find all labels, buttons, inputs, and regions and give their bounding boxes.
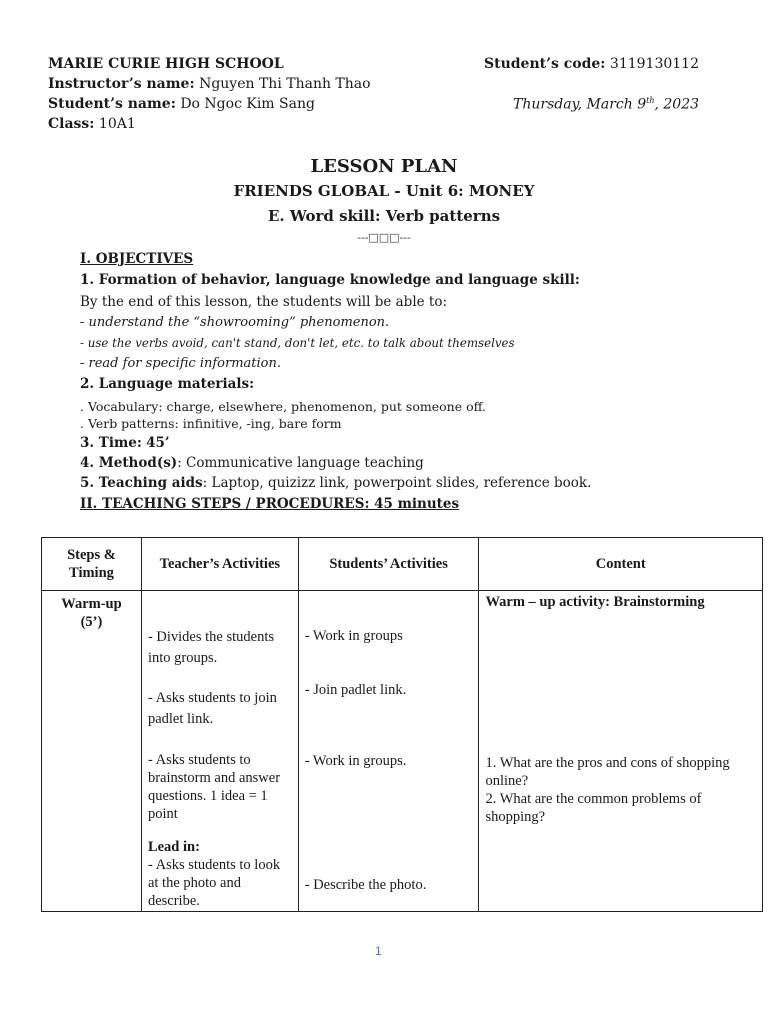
warmup-question: 2. What are the common problems of shopping? (485, 791, 702, 825)
lead-in-text: - Asks students to look at the photo and describe. (147, 857, 281, 909)
warmup-question: 1. What are the pros and cons of shopping online? (485, 755, 730, 789)
formation-heading: 1. Formation of behavior, language knowledge and language skill: (80, 272, 580, 288)
header-content: Content (479, 538, 763, 591)
teacher-activity: - Asks students to join padlet link. (147, 690, 277, 727)
student-activity: - Join padlet link. (304, 682, 407, 698)
header-teacher-activities: Teacher’s Activities (141, 538, 298, 591)
objectives-intro: By the end of this lesson, the students will be able to: (80, 294, 448, 310)
lead-in-label: Lead in: (147, 839, 200, 855)
student-code-value: 3119130112 (609, 56, 699, 72)
language-materials-heading: 2. Language materials: (80, 376, 255, 392)
warmup-content-cell (479, 591, 763, 912)
method-value: : Communicative language teaching (177, 455, 424, 471)
course-title: FRIENDS GLOBAL - Unit 6: MONEY (233, 182, 535, 200)
time-line (80, 435, 170, 451)
instructor-label: Instructor’s name: (48, 76, 195, 92)
objective-item: - understand the “showrooming” phenomenon. (80, 315, 390, 330)
teaching-aids-label: 5. Teaching aids (80, 475, 203, 491)
warmup-teacher-cell (141, 591, 298, 912)
student-code (484, 56, 699, 72)
time-label: 3. Time: (80, 435, 142, 451)
student-name: Do Ngoc Kim Sang (180, 96, 315, 112)
student-line (48, 96, 315, 112)
method-line (80, 455, 424, 471)
teacher-activity: - Asks students to brainstorm and answer questions. 1 idea = 1 point (147, 752, 281, 822)
class-label: Class: (48, 116, 95, 132)
table-row (42, 591, 763, 912)
warmup-timing: (5’) (80, 614, 103, 630)
teaching-aids-line (80, 475, 591, 491)
procedures-heading: II. TEACHING STEPS / PROCEDURES: 45 minutes (80, 496, 460, 512)
teaching-aids-value: : Laptop, quizizz link, powerpoint slides, reference book. (202, 475, 592, 491)
lesson-title: E. Word skill: Verb patterns (267, 207, 501, 225)
method-label: 4. Method(s) (80, 455, 178, 471)
student-label: Student’s name: (48, 96, 176, 112)
class-line (48, 116, 136, 132)
school-name: MARIE CURIE HIGH SCHOOL (48, 56, 284, 72)
student-activity: - Work in groups. (304, 753, 407, 769)
objectives-heading: I. OBJECTIVES (80, 251, 194, 267)
objective-item: - use the verbs avoid, can't stand, don't let, etc. to talk about themselves (80, 336, 515, 350)
title-divider: ---□□□--- (357, 231, 411, 244)
teacher-activity: - Divides the students into groups. (147, 629, 275, 666)
instructor-line (48, 76, 371, 92)
page-title: LESSON PLAN (310, 156, 458, 177)
instructor-name: Nguyen Thi Thanh Thao (199, 76, 371, 92)
warmup-content-title: Warm – up activity: Brainstorming (485, 594, 705, 610)
student-activity: - Describe the photo. (304, 877, 427, 893)
page-number: 1 (375, 944, 382, 958)
table-header-row (42, 538, 763, 591)
warmup-step-cell (42, 591, 142, 912)
student-code-label: Student’s code: (484, 56, 606, 72)
student-activity: - Work in groups (304, 628, 403, 644)
header-students-activities: Students’ Activities (298, 538, 479, 591)
header-steps-timing: Steps & Timing (42, 538, 142, 591)
vocabulary-line: . Vocabulary: charge, elsewhere, phenomenon, put someone off. (80, 399, 486, 414)
teaching-steps-table (41, 537, 763, 912)
verb-patterns-line: . Verb patterns: infinitive, -ing, bare form (80, 416, 342, 431)
class-value: 10A1 (98, 116, 136, 132)
warmup-students-cell (298, 591, 479, 912)
lesson-date: Thursday, March 9th, 2023 (513, 96, 700, 113)
warmup-step-label: Warm-up (61, 596, 122, 612)
time-value: 45’ (146, 435, 170, 451)
objective-item: - read for specific information. (80, 356, 282, 371)
